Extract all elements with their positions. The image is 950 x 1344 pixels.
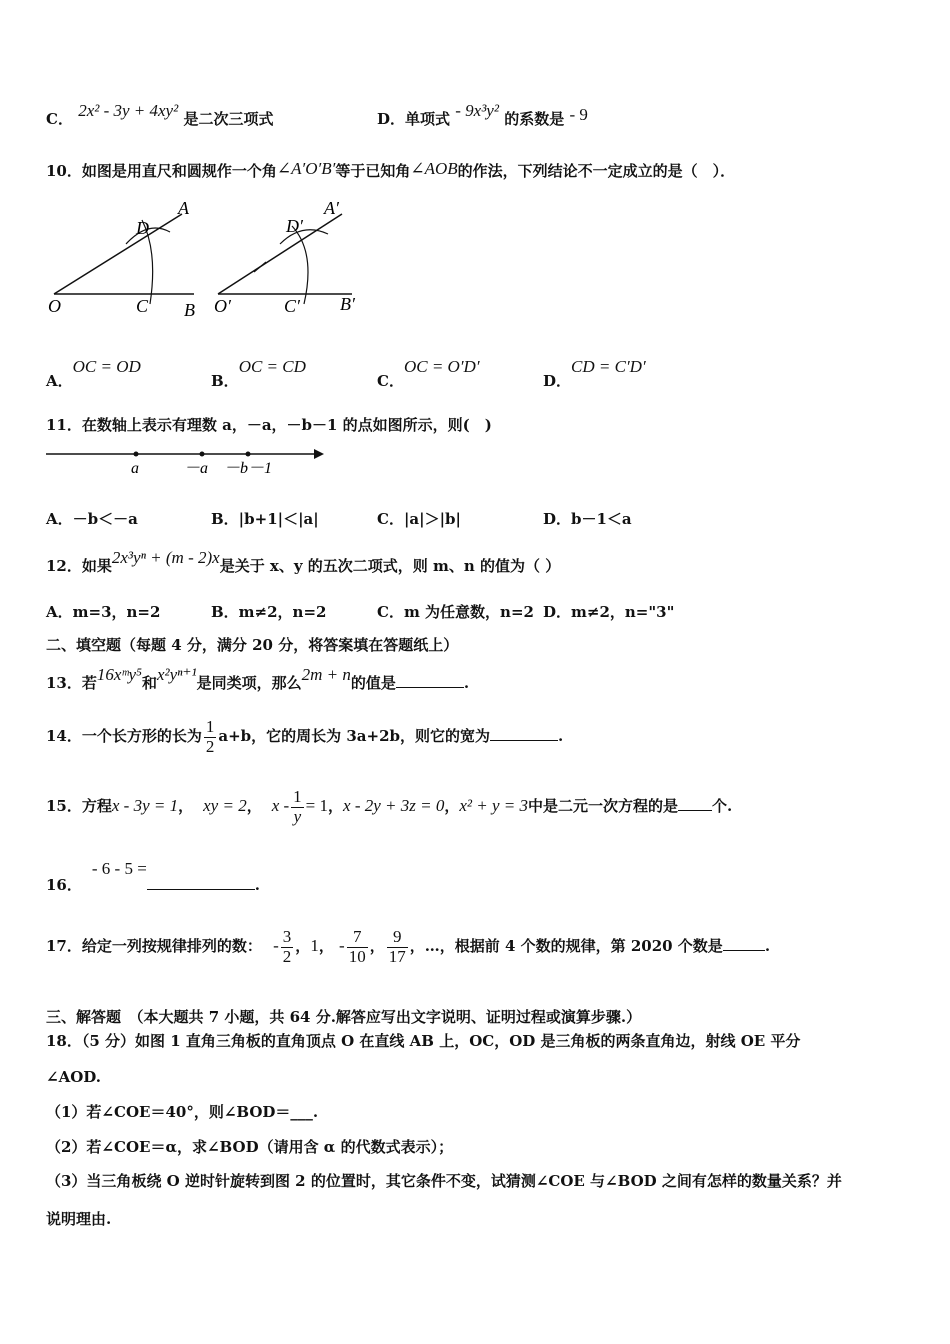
q17-term-1: $\frac{3}{2}$	[282, 927, 292, 966]
q11-number-line	[44, 444, 326, 476]
q12-expression: 2x³yⁿ + (m - 2)x	[111, 548, 220, 567]
q13-answer-blank[interactable]	[396, 687, 464, 688]
point-neg-a	[200, 452, 205, 457]
q14-fraction: $\frac{1}{2}$	[205, 717, 215, 756]
label-d: D	[136, 218, 149, 238]
q11-option-c: C．|a|＞|b|	[377, 510, 461, 528]
q17-term-4: $\frac{9}{17}$	[388, 927, 406, 966]
section-2-heading: 二、填空题（每题 4 分，满分 20 分，将答案填在答题纸上）	[46, 636, 459, 654]
q10-option-a: A．OC = OD	[46, 357, 141, 390]
section-3-heading: 三、解答题 （本大题共 7 小题，共 64 分.解答应写出文字说明、证明过程或演算步骤.）	[46, 1008, 642, 1026]
q10-figure	[40, 192, 370, 332]
q18-part-3b: 说明理由.	[46, 1210, 112, 1228]
q14: 14．一个长方形的长为 $\frac{1}{2}$ a+b，它的周长为 3a+2b，则它的宽为 .	[46, 717, 564, 756]
q10-option-c: C．OC = O′D′	[377, 357, 480, 390]
q9-option-c: C． 2x² - 3y + 4xy² 是二次三项式	[46, 101, 274, 128]
q9-c-expression: 2x² - 3y + 4xy²	[78, 101, 179, 120]
q18-line-2: ∠AOD.	[46, 1068, 101, 1086]
arc-small	[254, 262, 266, 272]
q10-figure-right	[214, 198, 356, 316]
ray-oa	[54, 214, 182, 294]
q17-answer-blank[interactable]	[723, 950, 765, 951]
q15-answer-blank[interactable]	[678, 810, 712, 811]
label-a: a	[131, 460, 139, 476]
q12-stem: 12．如果2x³yⁿ + (m - 2)x是关于 x、y 的五次二项式，则 m、n 的值为（ ）	[46, 548, 561, 575]
q9-d-expression: - 9x³y²	[455, 101, 499, 120]
q17-term-2: 1	[310, 936, 319, 956]
q10-stem: 10．如图是用直尺和圆规作一个角∠A′O′B′等于已知角∠AOB的作法，下列结论不一定成立的是（ ）．	[46, 159, 736, 180]
label-a: A	[178, 198, 189, 218]
q18-part-1: （1）若∠COE＝40°，则∠BOD＝___.	[46, 1103, 319, 1121]
point-neg-b-minus-1	[246, 452, 251, 457]
q12-option-d: D．m≠2，n="3"	[543, 603, 675, 621]
q18-part-2: （2）若∠COE＝α，求∠BOD（请用含 α 的代数式表示）；	[46, 1138, 454, 1156]
label-b-prime: B′	[340, 294, 355, 314]
q16-answer-blank[interactable]	[147, 889, 255, 890]
q10-option-d: D．CD = C′D′	[543, 357, 646, 390]
label-c: C	[136, 296, 149, 316]
q12-option-b: B．m≠2，n=2	[211, 603, 327, 621]
point-a	[134, 452, 139, 457]
q18-part-3a: （3）当三角板绕 O 逆时针旋转到图 2 的位置时，其它条件不变，试猜测∠COE 与∠BOD 之间有怎样的数量关系？并	[46, 1172, 842, 1190]
q11-option-b: B．|b+1|＜|a|	[211, 510, 319, 528]
q12-option-a: A．m=3，n=2	[46, 603, 161, 621]
q11-stem: 11．在数轴上表示有理数 a，－a，－b－1 的点如图所示，则( )	[46, 416, 492, 434]
label-neg-b-minus-1: －b－1	[224, 460, 273, 476]
axis-arrow	[314, 449, 324, 459]
q11-option-d: D．b－1＜a	[543, 510, 632, 528]
label-d-prime: D′	[286, 216, 303, 236]
ray-o-a-prime	[218, 214, 342, 294]
q15-fraction: $\frac{1}{y}$	[293, 787, 302, 826]
q9-option-d: D．单项式 - 9x³y² 的系数是 - 9	[377, 101, 588, 128]
label-c-prime: C′	[284, 296, 300, 316]
q12-option-c: C．m 为任意数，n=2	[377, 603, 534, 621]
q10-figure-left	[48, 198, 195, 320]
q15: 15．方程x - 3y = 1， xy = 2， x - $\frac{1}{y}$ = 1，x - 2y + 3z = 0，x² + y = 3中是二元一次方程的是 个.	[46, 787, 733, 826]
q16: 16．- 6 - 5 =.	[46, 859, 261, 894]
q9-d-value: - 9	[569, 105, 588, 124]
q14-answer-blank[interactable]	[490, 740, 558, 741]
label-neg-a: －a	[184, 460, 209, 476]
label-o-prime: O′	[214, 296, 231, 316]
label-o: O	[48, 296, 61, 316]
q13: 13．若16xᵐy⁵和x²yⁿ⁺¹是同类项，那么2m + n的值是 .	[46, 665, 470, 692]
q17: 17．给定一列按规律排列的数： - $\frac{3}{2}$ ，1， - $\frac{7}{10}$ ， $\frac{9}{17}$ ，…，根据前 4 个数的规律，第 2020 个数是 .	[46, 927, 771, 966]
label-b: B	[184, 300, 195, 320]
q11-option-a: A．－b＜－a	[46, 510, 138, 528]
q17-term-3: $\frac{7}{10}$	[348, 927, 366, 966]
label-a-prime: A′	[324, 198, 339, 218]
q18-line-1: 18．（5 分）如图 1 直角三角板的直角顶点 O 在直线 AB 上，OC，OD 是三角板的两条直角边，射线 OE 平分	[46, 1032, 801, 1050]
q10-option-b: B．OC = CD	[211, 357, 306, 390]
